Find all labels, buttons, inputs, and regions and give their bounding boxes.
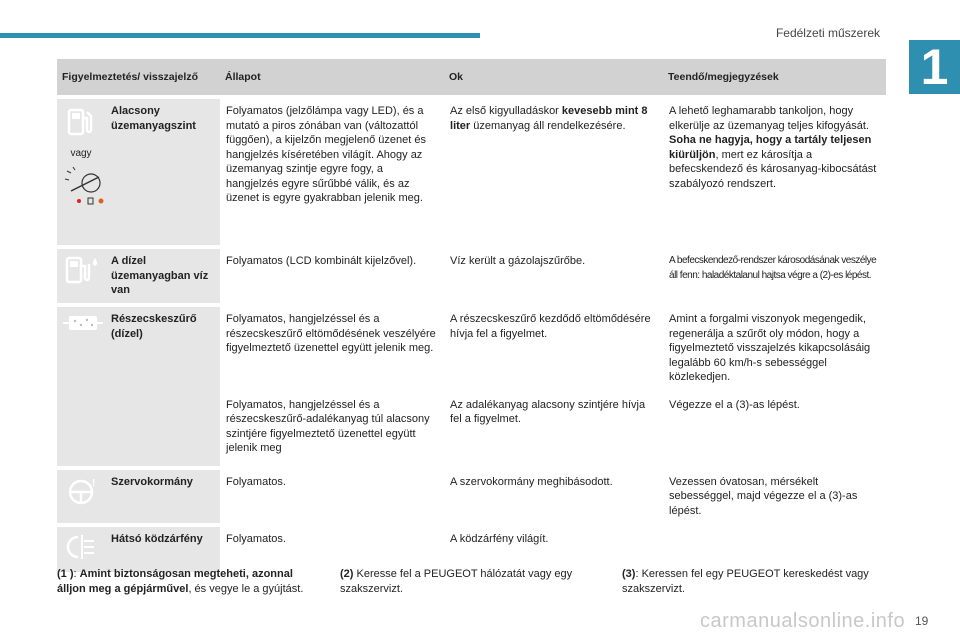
icon-cell bbox=[57, 468, 105, 526]
action-post: , mert ez károsítja a befecskendező és károsanyag-kibocsátást szabályozó rendszert. bbox=[669, 148, 877, 190]
chapter-tab: 1 bbox=[909, 40, 960, 94]
table-row bbox=[57, 97, 886, 247]
table-row bbox=[57, 525, 886, 572]
warning-name: A dízel üzemanyagban víz van bbox=[105, 247, 220, 305]
action-text: Vezessen óvatosan, mérsékelt sebességgel, majd végezze el a (3)-as lépést. bbox=[663, 468, 886, 526]
icon-cell bbox=[57, 305, 105, 468]
water-in-diesel-icon bbox=[63, 254, 101, 288]
footnote-2-label: (2) bbox=[340, 568, 354, 580]
table-header-row bbox=[57, 59, 886, 97]
footnote-2 bbox=[340, 567, 600, 596]
state-text: Folyamatos (jelzőlámpa vagy LED), és a mutató a piros zónában van (változattól függően), a kijelzőn megjelenő üzenet és hangjelzés kíséretében világít. Ahogy az üzemanyag szintje egyre fogy, a hangjelzés egyre sűrűbbé válik, és az üzenet is egyre gyakrabban jelenik meg. bbox=[220, 97, 444, 247]
footnote-1-bold: Amint biztonságosan megteheti, azonnal álljon meg a gépjárművel bbox=[57, 568, 293, 595]
fuel-pump-icon bbox=[63, 104, 99, 140]
header-indicator: Figyelmeztetés/ visszajelző bbox=[57, 59, 220, 97]
action-text: Végezze el a (3)-as lépést. bbox=[669, 398, 800, 411]
action-text bbox=[663, 97, 886, 247]
footnote-1-rest: , és vegye le a gyújtást. bbox=[188, 582, 304, 595]
fuel-gauge-icon bbox=[63, 165, 107, 209]
icon-or-label: vagy bbox=[70, 147, 92, 159]
header-state: Állapot bbox=[220, 59, 444, 97]
footnote-3-label: (3) bbox=[622, 568, 636, 580]
cause-pre: Az első kigyulladáskor bbox=[450, 105, 562, 117]
footnote-3-text: : Keressen fel egy PEUGEOT kereskedést vagy szakszervizt. bbox=[622, 568, 869, 595]
state-text: Folyamatos, hangjelzéssel és a részecskeszűrő-adalékanyag túl alacsony szintjére figyelmeztető üzenettel együtt jelenik meg bbox=[226, 398, 430, 454]
icon-cell bbox=[57, 525, 105, 572]
table-row bbox=[57, 247, 886, 305]
state-text: Folyamatos. bbox=[220, 525, 444, 572]
warning-table bbox=[57, 59, 886, 572]
state-text: Folyamatos (LCD kombinált kijelzővel). bbox=[220, 247, 444, 305]
footnote-1-label: (1 ) bbox=[57, 568, 74, 580]
header-action: Teendő/megjegyzések bbox=[663, 59, 886, 97]
cause-text: Az adalékanyag alacsony szintjére hívja fel a figyelmet. bbox=[450, 398, 646, 425]
action-text: A befecskendező-rendszer károsodásának veszélye áll fenn: haladéktalanul hajtsa végre a (2)-es lépést. bbox=[663, 247, 886, 305]
page-number: 19 bbox=[915, 614, 929, 628]
action-text bbox=[663, 525, 886, 572]
cause-text: A részecskeszűrő kezdődő eltömődésére hívja fel a figyelmet. bbox=[444, 305, 663, 390]
warning-name: Alacsony üzemanyagszint bbox=[105, 97, 220, 247]
watermark: carmanualsonline.info bbox=[700, 610, 906, 632]
table-row bbox=[57, 468, 886, 526]
cause-text: A ködzárfény világít. bbox=[444, 525, 663, 572]
icon-cell bbox=[57, 97, 105, 247]
warning-name: Részecskeszűrő (dízel) bbox=[105, 305, 220, 468]
table-row bbox=[57, 305, 886, 390]
action-text: Amint a forgalmi viszonyok megengedik, regenerálja a szűrőt oly módon, hogy a figyelmeztető visszajelzés kikapcsolásáig legalább 60 km/h-s sebességgel közlekedjen. bbox=[663, 305, 886, 390]
header-accent-bar bbox=[0, 33, 480, 38]
section-title: Fedélzeti műszerek bbox=[775, 26, 880, 40]
cause-bold: kevesebb mint 8 liter bbox=[450, 105, 648, 132]
header-cause: Ok bbox=[444, 59, 663, 97]
footnote-3 bbox=[622, 567, 884, 596]
cause-text: A szervokormány meghibásodott. bbox=[444, 468, 663, 526]
cause-text bbox=[444, 97, 663, 247]
action-bold: Soha ne hagyja, hogy a tartály teljesen kiürüljön bbox=[669, 134, 872, 161]
particle-filter-icon bbox=[63, 312, 103, 334]
cause-text: Víz került a gázolajszűrőbe. bbox=[444, 247, 663, 305]
cause-post: üzemanyag áll rendelkezésére. bbox=[470, 119, 626, 132]
rear-fog-light-icon bbox=[64, 532, 98, 562]
svg-text:!: ! bbox=[92, 477, 96, 489]
warning-name: Szervokormány bbox=[105, 468, 220, 526]
action-pre: A lehető leghamarabb tankoljon, hogy elkerülje az üzemanyag teljes kifogyását. bbox=[669, 105, 869, 132]
footnote-1: (1 ): Amint biztonságosan megteheti, azonnal álljon meg a gépjárművel, és vegye le a gyújtást. bbox=[57, 568, 304, 595]
icon-cell bbox=[57, 247, 105, 305]
state-text: Folyamatos, hangjelzéssel és a részecskeszűrő eltömődésének veszélyére figyelmeztető üzenettel együtt jelenik meg. bbox=[220, 305, 444, 390]
state-text: Folyamatos. bbox=[220, 468, 444, 526]
warning-name: Hátsó ködzárfény bbox=[105, 525, 220, 572]
footnote-2-text: Keresse fel a PEUGEOT hálózatát vagy egy szakszervizt. bbox=[340, 568, 573, 595]
steering-warning-icon bbox=[64, 475, 98, 509]
